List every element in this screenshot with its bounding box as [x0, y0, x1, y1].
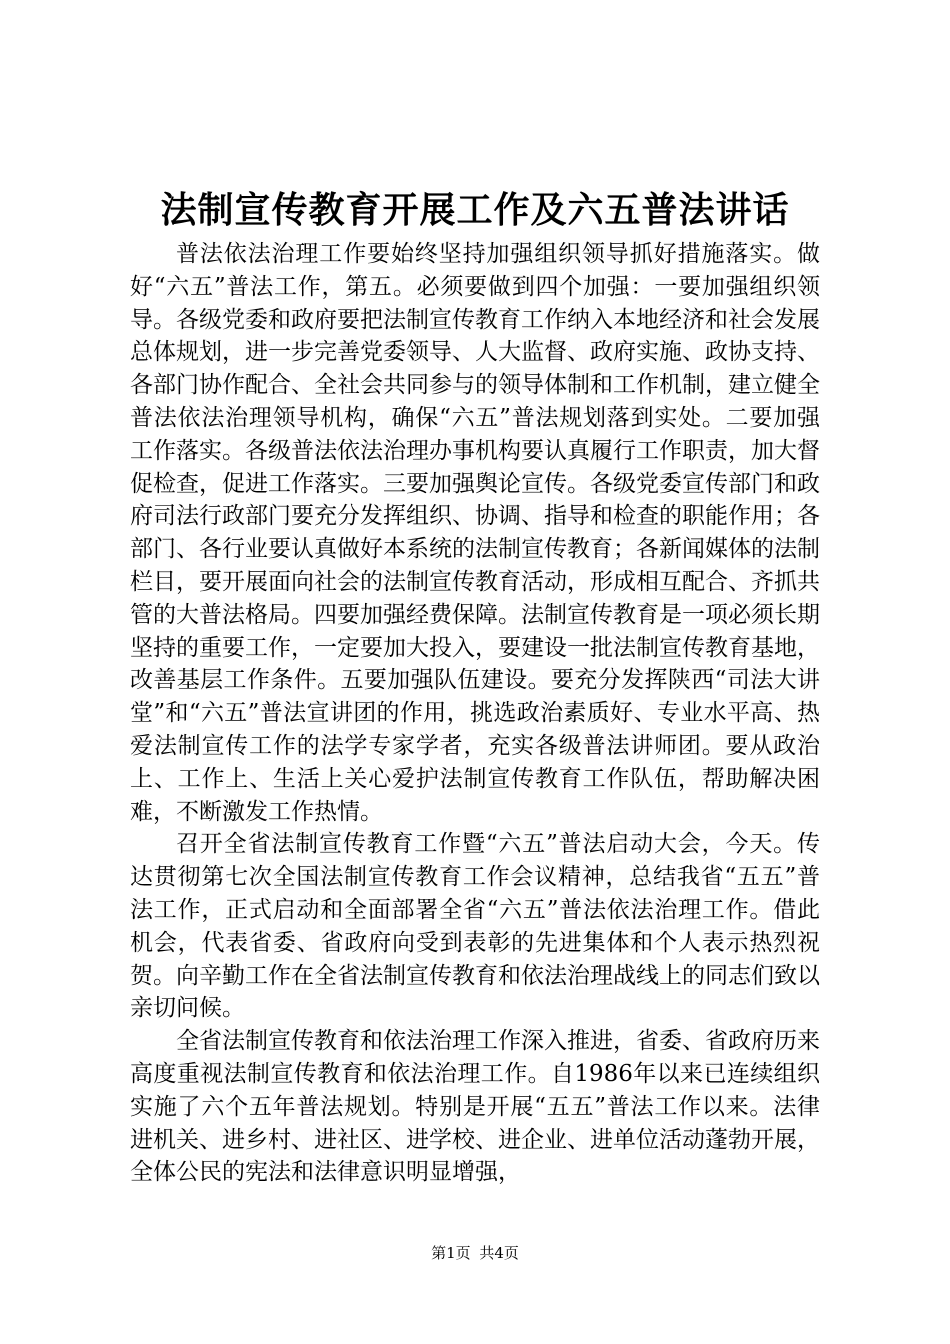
- page-footer: [0, 1243, 950, 1263]
- paragraph-2: 召开全省法制宣传教育工作暨“六五”普法启动大会，今天。传达贯彻第七次全国法制宣传教育工作会议精神，总结我省“五五”普法工作，正式启动和全面部署全省“六五”普法依法治理工作。借此机会，代表省委、省政府向受到表彰的先进集体和个人表示热烈祝贺。向辛勤工作在全省法制宣传教育和依法治理战线上的同志们致以亲切问候。: [130, 831, 820, 1022]
- page-total: 共4页: [479, 1244, 519, 1262]
- paragraph-3: 全省法制宣传教育和依法治理工作深入推进，省委、省政府历来高度重视法制宣传教育和依法治理工作。自1986年以来已连续组织实施了六个五年普法规划。特别是开展“五五”普法工作以来。法律进机关、进乡村、进社区、进学校、进企业、进单位活动蓬勃开展，全体公民的宪法和法律意识明显增强，: [130, 1028, 820, 1186]
- paragraph-1: 普法依法治理工作要始终坚持加强组织领导抓好措施落实。做好“六五”普法工作，第五。必须要做到四个加强：一要加强组织领导。各级党委和政府要把法制宣传教育工作纳入本地经济和社会发展总体规划，进一步完善党委领导、人大监督、政府实施、政协支持、各部门协作配合、全社会共同参与的领导体制和工作机制，建立健全普法依法治理领导机构，确保“六五”普法规划落到实处。二要加强工作落实。各级普法依法治理办事机构要认真履行工作职责，加大督促检查，促进工作落实。三要加强舆论宣传。各级党委宣传部门和政府司法行政部门要充分发挥组织、协调、指导和检查的职能作用；各部门、各行业要认真做好本系统的法制宣传教育；各新闻媒体的法制栏目，要开展面向社会的法制宣传教育活动，形成相互配合、齐抓共管的大普法格局。四要加强经费保障。法制宣传教育是一项必须长期坚持的重要工作，一定要加大投入，要建设一批法制宣传教育基地，改善基层工作条件。五要加强队伍建设。要充分发挥陕西“司法大讲堂”和“六五”普法宣讲团的作用，挑选政治素质好、专业水平高、热爱法制宣传工作的法学专家学者，充实各级普法讲师团。要从政治上、工作上、生活上关心爱护法制宣传教育工作队伍，帮助解决困难，不断激发工作热情。: [130, 241, 820, 825]
- page-number: 第1页: [431, 1244, 471, 1262]
- document-title: 法制宣传教育开展工作及六五普法讲话: [160, 189, 790, 231]
- document-body: [130, 238, 820, 1189]
